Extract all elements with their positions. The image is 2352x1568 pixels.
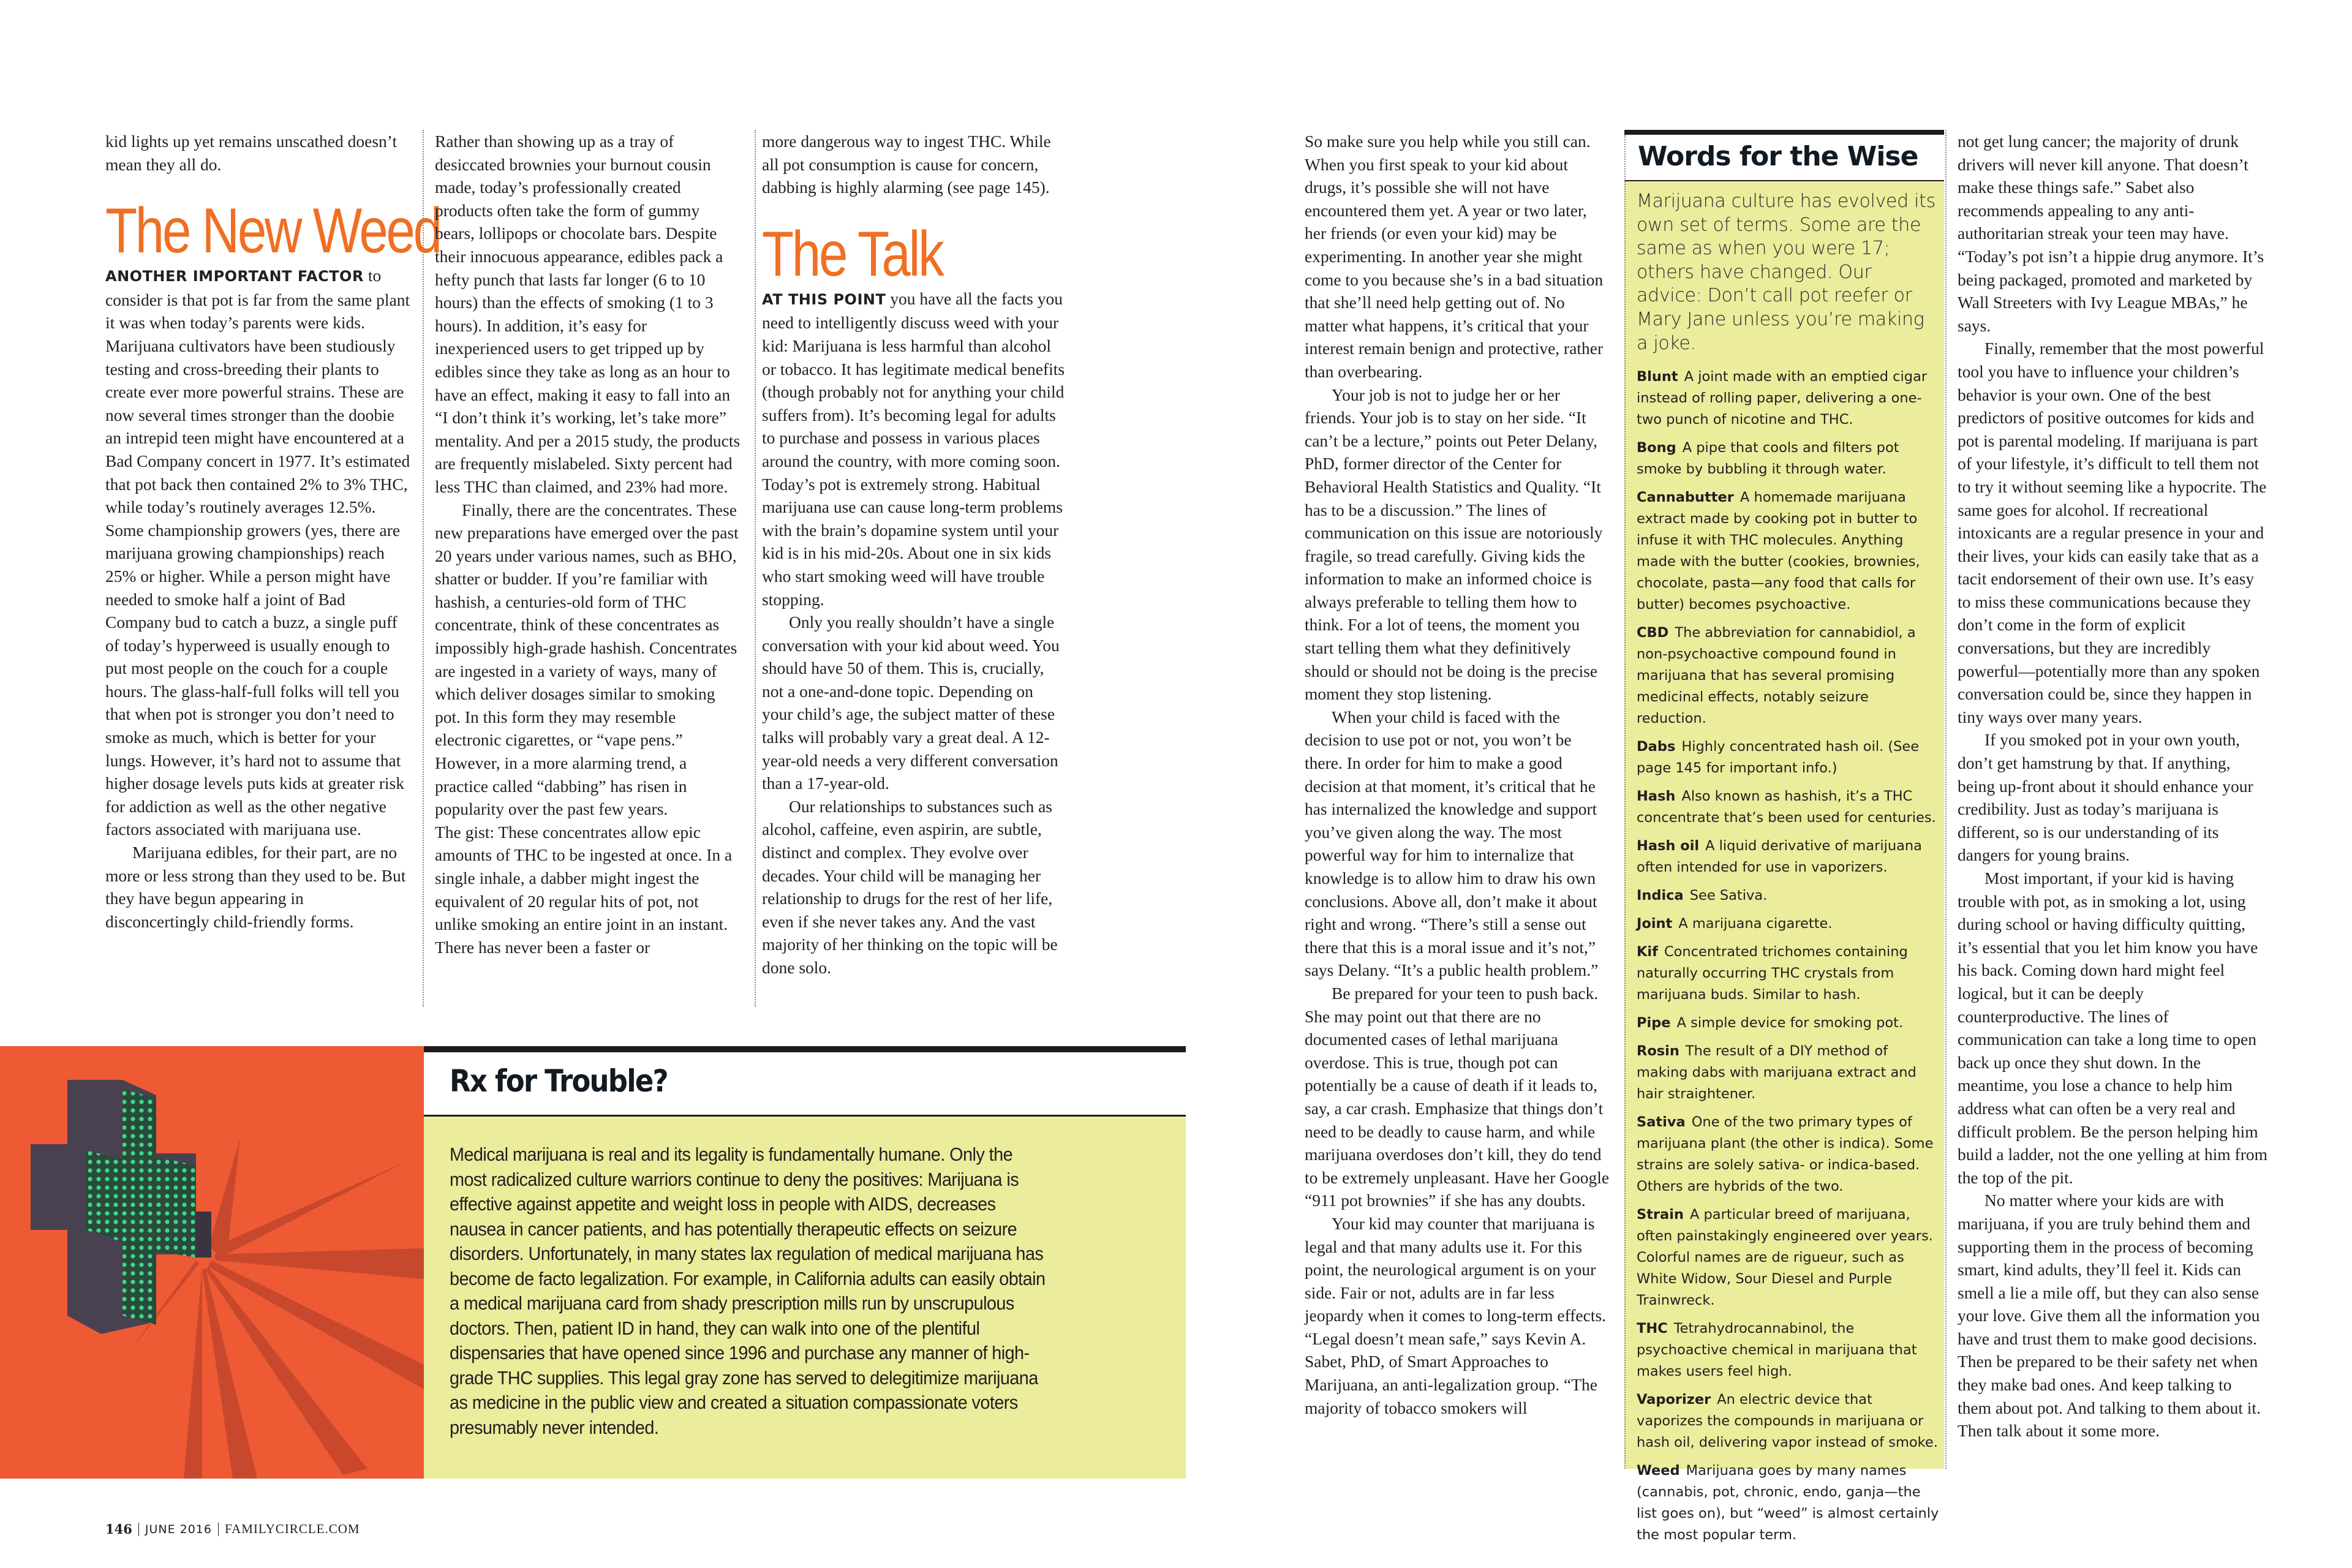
body-text: When your child is faced with the decision to use pot or not, you won’t be there. In order for him to make a good decision at that moment, it’s critical that he has internalized the knowledge and support you’ve given along the way. The most powerful way for him to internalize that knowledge is to allow him to draw his own conclusions. Above all, don’t make it about right and wrong. “There’s still a sense out there that this is a moral issue and it’s not,” says Delany. “It’s a public health problem.” xyxy=(1305,707,1599,980)
body-text: AT THIS POINT you have all the facts you need to intelligently discuss weed with your kid: Marijuana is less harmful than alcohol or tobacco. It has legitimate medical benefits (though probably not for anything your child suffers from). It’s becoming legal for adults to purchase and possess in various places around the country, with more coming soon. Today’s pot is extremely strong. Habitual marijuana use can cause long-term problems with the brain’s dopamine system until your kid is in his mid-20s. About one in six kids who start smoking weed will have trouble stopping. xyxy=(762,288,1065,609)
glossary-term: Weed xyxy=(1637,1463,1680,1479)
glossary-term: Blunt xyxy=(1637,369,1678,385)
glossary-term: Joint xyxy=(1637,916,1673,932)
left-column-1 xyxy=(105,130,440,933)
glossary-definition: A pipe that cools and filters pot smoke by bubbling it through water. xyxy=(1637,440,1899,477)
section-heading-the-talk: The Talk xyxy=(762,218,943,290)
body-text: kid lights up yet remains unscathed doesn’t mean they all do. xyxy=(105,132,398,174)
glossary-definition: The abbreviation for cannabidiol, a non-psychoactive compound found in marijuana that has several promising medicinal effects, notably seizure reduction. xyxy=(1637,625,1916,726)
words-box-header xyxy=(1624,135,1944,181)
glossary-term: Indica xyxy=(1637,888,1684,903)
glossary-term: CBD xyxy=(1637,625,1669,641)
body-text: Only you really shouldn’t have a single conversation with your kid about weed. You should have 50 of them. This is, crucially, not a one-and-done topic. Depending on your child’s age, the subject matter of these talks will probably vary a great deal. A 12-year-old needs a very different conversation than a 17-year-old. xyxy=(762,612,1060,793)
glossary-item xyxy=(1637,1041,1940,1105)
lead-in: AT THIS POINT xyxy=(762,290,886,308)
footer-divider xyxy=(138,1523,139,1536)
glossary-definition: Tetrahydrocannabinol, the psychoactive chemical in marijuana that makes users feel high. xyxy=(1637,1321,1917,1379)
glossary-definition: An electric device that vaporizes the compounds in marijuana or hash oil, delivering vapor instead of smoke. xyxy=(1637,1392,1938,1450)
body-text: So make sure you help while you still can. When you first speak to your kid about drugs, it’s possible she will not have encountered them yet. A year or two later, her friends (or even your kid) may be experimenting. In another year she might come to you because she’s in a bad situation that she’ll need help getting out of. No matter what happens, it’s critical that your interest remain benign and protective, rather than overbearing. xyxy=(1305,132,1604,381)
rx-box-top-rule xyxy=(424,1046,1186,1052)
glossary-term: Rosin xyxy=(1637,1043,1679,1059)
glossary-item xyxy=(1637,1204,1940,1311)
column-divider xyxy=(423,130,424,1007)
right-column-3 xyxy=(1958,130,2269,1442)
words-box-title: Words for the Wise xyxy=(1638,141,1918,172)
left-column-3 xyxy=(762,130,1068,979)
left-column-2 xyxy=(435,130,741,959)
rx-box-title: Rx for Trouble? xyxy=(450,1063,668,1099)
website-link[interactable]: FAMILYCIRCLE.COM xyxy=(224,1521,360,1536)
glossary-item xyxy=(1637,786,1940,829)
column-divider xyxy=(1945,130,1947,1469)
body-text: Your job is not to judge her or her friends. Your job is to stay on her side. “It can’t be a lecture,” points out Peter Delany, PhD, former director of the Center for Behavioral Health Statistics and Quality. “It has to be a discussion.” The lines of communication on this issue are notoriously fragile, so tread carefully. Giving kids the information to make an informed choice is always preferable to telling them how to think. For a lot of teens, the moment you start telling them what they definitively should or should not be doing is the precise moment they stop listening. xyxy=(1305,385,1603,704)
glossary-term: Hash oil xyxy=(1637,838,1700,854)
glossary-term: THC xyxy=(1637,1321,1668,1336)
pharmacy-cross-icon xyxy=(0,1046,424,1479)
glossary-definition: Concentrated trichomes containing naturally occurring THC crystals from marijuana buds. Similar to hash. xyxy=(1637,944,1908,1003)
glossary-definition: A homemade marijuana extract made by cooking pot in butter to infuse it with THC molecules. Anything made with the butter (cookies, brownies, chocolate, pasta—any food that calls for butter) becomes psychoactive. xyxy=(1637,489,1920,612)
glossary-item xyxy=(1637,622,1940,729)
page-number: 146 xyxy=(105,1521,132,1537)
glossary-definition: A liquid derivative of marijuana often intended for use in vaporizers. xyxy=(1637,838,1922,875)
glossary-definition: Marijuana goes by many names (cannabis, pot, chronic, endo, ganja—the list goes on), but “weed” is almost certainly the most popular term. xyxy=(1637,1463,1939,1543)
glossary-term: Kif xyxy=(1637,944,1658,960)
right-column-1 xyxy=(1305,130,1611,1419)
glossary-definition: Highly concentrated hash oil. (See page 145 for important info.) xyxy=(1637,739,1920,776)
body-text: If you smoked pot in your own youth, don’t get hamstrung by that. If anything, being up-front about it should enhance your credibility. Just as today’s marijuana is different, so is our understanding of its dangers for young brains. xyxy=(1958,730,2253,865)
glossary-term: Sativa xyxy=(1637,1114,1686,1130)
glossary-definition: One of the two primary types of marijuana plant (the other is indica). Some strains are solely sativa- or indica-based. Others are hybrids of the two. xyxy=(1637,1114,1934,1194)
glossary-item xyxy=(1637,1012,1940,1034)
body-text: not get lung cancer; the majority of drunk drivers will never kill anyone. That doesn’t make these things safe.” Sabet also recommends appealing to any anti-authoritarian streak your teen may have. “Today’s pot isn’t a hippie drug anymore. It’s being packaged, promoted and marketed by Wall Streeters with Ivy League MBAs,” he says. xyxy=(1958,132,2264,335)
section-heading-new-weed: The New Weed xyxy=(105,195,440,267)
glossary-definition: A particular breed of marijuana, often painstakingly engineered over years. Colorful names are de rigueur, such as White Widow, Sour Diesel and Purple Trainwreck. xyxy=(1637,1207,1933,1308)
glossary-term: Dabs xyxy=(1637,739,1676,755)
glossary-definition: Also known as hashish, it’s a THC concentrate that’s been used for centuries. xyxy=(1637,788,1936,826)
page-footer xyxy=(105,1521,360,1537)
glossary-item xyxy=(1637,1389,1940,1453)
body-text: Marijuana edibles, for their part, are no more or less strong than they used to be. But they have begun appearing in disconcertingly child-friendly forms. xyxy=(105,843,406,931)
body-text: Your kid may counter that marijuana is legal and that many adults use it. For this point, the neurological argument is on your side. Fair or not, adults are in far less jeopardy when it comes to long-term effects. “Legal doesn’t mean safe,” says Kevin A. Sabet, PhD, of Smart Approaches to Marijuana, an anti-legalization group. “The majority of tobacco smokers will xyxy=(1305,1213,1607,1417)
glossary-item xyxy=(1637,437,1940,480)
rx-box-body xyxy=(424,1117,1186,1479)
glossary-item xyxy=(1637,941,1940,1006)
words-box-body xyxy=(1624,181,1944,1543)
glossary-item xyxy=(1637,487,1940,616)
glossary-definition: The result of a DIY method of making dabs with marijuana extract and hair straightener. xyxy=(1637,1043,1917,1102)
rx-box-header xyxy=(424,1052,1186,1117)
glossary-list xyxy=(1637,366,1940,1553)
body-text: Finally, there are the concentrates. These new preparations have emerged over the past 20 years under various names, such as BHO, shatter or budder. If you’re familiar with hashish, a centuries-old form of THC concentrate, think of these concentrates as impossibly high-grade hashish. Concentrates are ingested in a variety of ways, many of which deliver dosages similar to smoking pot. In this form they may resemble electronic cigarettes, or “vape pens.” However, in a more alarming trend, a practice called “dabbing” has risen in popularity over the past few years. xyxy=(435,500,739,819)
body-text: Rather than showing up as a tray of desiccated brownies your burnout cousin made, today’s professionally created products often take the form of gummy bears, lollipops or chocolate bars. Despite their innocuous appearance, edibles pack a hefty punch that lasts far longer (6 to 10 hours) than the effects of smoking (1 to 3 hours). In addition, it’s easy for inexperienced users to get tripped up by edibles since they take as long as an hour to have an effect, making it easy to fall into an “I don’t think it’s working, let’s take more” mentality. And per a 2015 study, the products are frequently mislabeled. Sixty percent had less THC than claimed, and 23% had more. xyxy=(435,132,741,496)
glossary-term: Vaporizer xyxy=(1637,1392,1711,1408)
rx-box-text: Medical marijuana is real and its legality is fundamentally humane. Only the most radicalized culture warriors continue to deny the positives: Marijuana is effective against appetite and weight loss in people with AIDS, decreases nausea in cancer patients, and has potentially therapeutic effects on seizure disorders. Unfortunately, in many states lax regulation of medical marijuana has become de facto legalization. For example, in California adults can easily obtain a medical marijuana card from shady prescription mills run by unscrupulous doctors. Then, patient ID in hand, they can walk into one of the plentiful dispensaries that have opened since 1996 and purchase any manner of high-grade THC supplies. This legal gray zone has served to delegitimize marijuana as medicine in the public view and created a situation compassionate voters presumably never intended. xyxy=(450,1144,1046,1438)
glossary-item xyxy=(1637,1460,1940,1546)
glossary-term: Cannabutter xyxy=(1637,489,1734,505)
body-text: No matter where your kids are with marijuana, if you are truly behind them and supporting them in the process of becoming smart, kind adults, they’ll feel it. Kids can smell a lie a mile off, but they can also sense your love. Give them all the information you have and trust them to make good decisions. Then be prepared to be their safety net when they make bad ones. And keep talking to them about pot. And talking to them about it. Then talk about it some more. xyxy=(1958,1191,2261,1441)
illustration-pharmacy-cross-cannabis-leaf xyxy=(0,1046,424,1479)
body-text: Our relationships to substances such as alcohol, caffeine, even aspirin, are subtle, distinct and complex. They evolve over decades. Your child will be managing her relationship to drugs for the rest of her life, even if she never takes any. And the vast majority of her thinking on the topic will be done solo. xyxy=(762,796,1058,977)
column-divider xyxy=(755,130,756,1007)
glossary-term: Bong xyxy=(1637,440,1676,456)
footer-divider xyxy=(218,1523,219,1536)
body-text: Most important, if your kid is having trouble with pot, as in smoking a lot, using during school or having difficulty quitting, it’s essential that you let him know you have his back. Coming down hard might feel logical, but it can be deeply counterproductive. The lines of communication can take a long time to open back up once they shut down. In the meantime, you lose a chance to help him address what can often be a very real and difficult problem. Be the person helping him build a ladder, not the one yelling at him from the top of the pit. xyxy=(1958,869,2267,1187)
body-text: ANOTHER IMPORTANT FACTOR to consider is that pot is far from the same plant it was when today’s parents were kids. Marijuana cultivators have been studiously testing and cross-breeding their plants to create ever more powerful strains. These are now several times stronger than the doobie an intrepid teen might have encountered at a Bad Company concert in 1977. It’s estimated that pot back then contained 2% to 3% THC, while today’s routinely averages 12.5%. Some championship growers (yes, there are marijuana growing championships) reach 25% or higher. While a person might have needed to smoke half a joint of Bad Company bud to catch a buzz, a single puff of today’s hyperweed is usually enough to put most people on the couch for a couple hours. The glass-half-full folks will tell you that when pot is stronger you don’t need to smoke as much, which is better for your lungs. However, it’s hard not to assume that higher dosage levels puts kids at greater risk for addiction as well as the other negative factors associated with marijuana use. xyxy=(105,266,410,839)
words-box-intro: Marijuana culture has evolved its own set of terms. Some are the same as when you were 17; others have changed. Our advice: Don’t call pot reefer or Mary Jane unless you’re making a joke. xyxy=(1637,190,1936,354)
glossary-item xyxy=(1637,366,1940,431)
glossary-item xyxy=(1637,1318,1940,1382)
lead-in: ANOTHER IMPORTANT FACTOR xyxy=(105,268,364,285)
glossary-definition: A joint made with an emptied cigar instead of rolling paper, delivering a one-two punch of nicotine and THC. xyxy=(1637,369,1928,428)
glossary-item xyxy=(1637,913,1940,935)
glossary-item xyxy=(1637,736,1940,779)
glossary-item xyxy=(1637,835,1940,878)
glossary-item xyxy=(1637,1112,1940,1197)
glossary-item xyxy=(1637,885,1940,907)
glossary-term: Pipe xyxy=(1637,1015,1671,1031)
body-text: Be prepared for your teen to push back. She may point out that there are no documented cases of lethal marijuana overdose. This is true, though pot can potentially be a cause of death if it leads to, say, a car crash. Emphasize that things don’t need to be deadly to cause harm, and while marijuana overdoses don’t kill, they do tend to be extremely unpleasant. Have her Google “911 pot brownies” if she has any doubts. xyxy=(1305,983,1610,1210)
body-text: more dangerous way to ingest THC. While all pot consumption is cause for concern, dabbing is highly alarming (see page 145). xyxy=(762,132,1051,197)
glossary-definition: See Sativa. xyxy=(1689,888,1768,903)
glossary-term: Hash xyxy=(1637,788,1676,804)
body-text: The gist: These concentrates allow epic amounts of THC to be ingested at once. In a single inhale, a dabber might ingest the equivalent of 20 regular hits of pot, not unlike smoking an entire joint in an instant. There has never been a faster or xyxy=(435,822,733,957)
body-text: Finally, remember that the most powerful tool you have to influence your children’s behavior is your own. One of the best predictors of positive outcomes for kids and pot is parental modeling. If marijuana is part of your lifestyle, it’s difficult to tell them not to try it without seeming like a hypocrite. The same goes for alcohol. If recreational intoxicants are a regular presence in your and their lives, your kids can easily take that as a tacit endorsement of their own use. It’s easy to miss these communications because they don’t come in the form of explicit conversations, but they are incredibly powerful—potentially more than any spoken conversation could be, since they happen in tiny ways over many years. xyxy=(1958,339,2267,726)
glossary-definition: A marijuana cigarette. xyxy=(1678,916,1833,932)
words-box-top-rule xyxy=(1624,130,1944,135)
issue-date: JUNE 2016 xyxy=(145,1522,212,1536)
glossary-term: Strain xyxy=(1637,1207,1684,1223)
glossary-definition: A simple device for smoking pot. xyxy=(1676,1015,1904,1031)
